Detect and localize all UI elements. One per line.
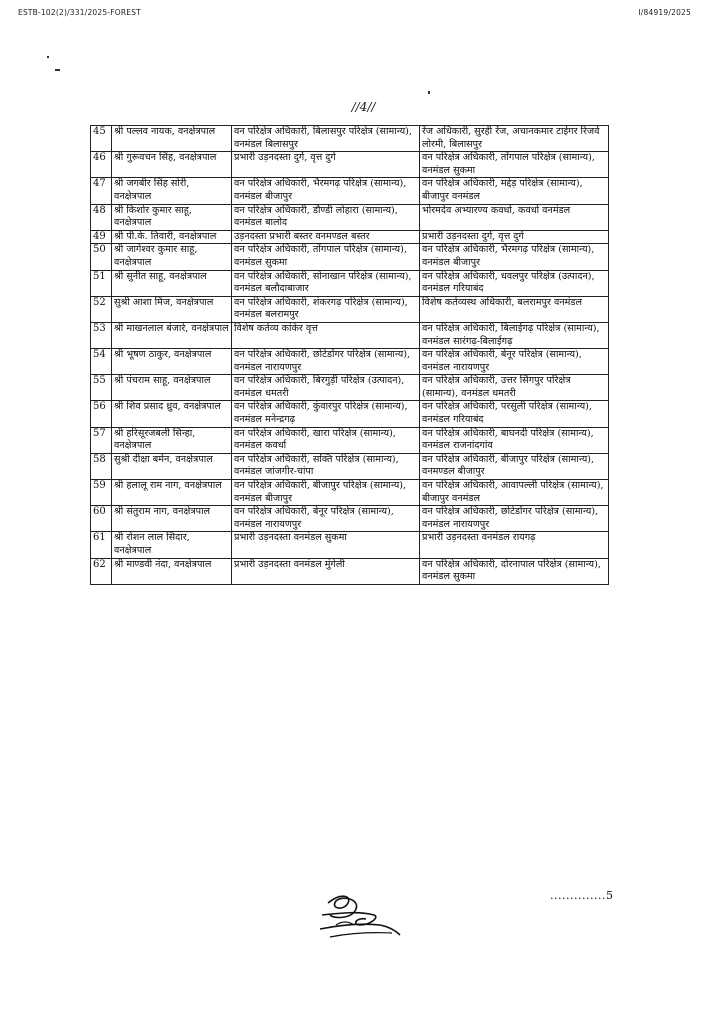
officer-name: श्री माखनलाल बंजारे, वनक्षेत्रपाल (112, 322, 232, 348)
serial-number: 54 (91, 349, 112, 375)
current-posting: वन परिक्षेत्र अधिकारी, भैरमगढ़ परिक्षेत्र (सामान्य), वनमंडल बीजापुर (232, 178, 420, 204)
current-posting: वन परिक्षेत्र अधिकारी, बिलासपुर परिक्षेत्र (सामान्य), वनमंडल बिलासपुर (232, 126, 420, 152)
officer-name: श्री माण्डवी नंदा, वनक्षेत्रपाल (112, 558, 232, 584)
officer-name: सुश्री दीक्षा बर्मन, वनक्षेत्रपाल (112, 453, 232, 479)
current-posting: वन परिक्षेत्र अधिकारी, सक्ति परिक्षेत्र (सामान्य), वनमंडल जांजगीर-चांपा (232, 453, 420, 479)
officer-name: श्री पी.के. तिवारी, वनक्षेत्रपाल (112, 230, 232, 244)
new-posting: वन परिक्षेत्र अधिकारी, आवापल्ली परिक्षेत्र (सामान्य), बीजापुर वनमंडल (420, 480, 609, 506)
officer-name: श्री पंचराम साहू, वनक्षेत्रपाल (112, 375, 232, 401)
serial-number: 46 (91, 152, 112, 178)
table-row (91, 126, 609, 152)
scan-speck (55, 69, 60, 71)
current-posting: वन परिक्षेत्र अधिकारी, खारा परिक्षेत्र (सामान्य), वनमंडल कवर्धा (232, 427, 420, 453)
serial-number: 56 (91, 401, 112, 427)
table-row (91, 401, 609, 427)
table-row (91, 558, 609, 584)
new-posting: वन परिक्षेत्र अधिकारी, छोटेडोंगर परिक्षेत्र (सामान्य), वनमंडल नारायणपुर (420, 506, 609, 532)
current-posting: विशेष कर्तव्य कांकेर वृत्त (232, 322, 420, 348)
new-posting: वन परिक्षेत्र अधिकारी, परसुली परिक्षेत्र (सामान्य), वनमंडल गरियाबंद (420, 401, 609, 427)
serial-number: 48 (91, 204, 112, 230)
current-posting: वन परिक्षेत्र अधिकारी, शंकरगढ़ परिक्षेत्र (सामान्य), वनमंडल बलरामपुर (232, 296, 420, 322)
serial-number: 59 (91, 480, 112, 506)
table-row (91, 178, 609, 204)
page-marker: //4// (351, 100, 376, 114)
officer-name: श्री हलालू राम नाग, वनक्षेत्रपाल (112, 480, 232, 506)
table-row (91, 230, 609, 244)
current-posting: वन परिक्षेत्र अधिकारी, बिरगुड़ी परिक्षेत्र (उत्पादन), वनमंडल धमतरी (232, 375, 420, 401)
table-row (91, 152, 609, 178)
current-posting: वन परिक्षेत्र अधिकारी, सोनाखान परिक्षेत्र (सामान्य), वनमंडल बलौदाबाजार (232, 270, 420, 296)
current-posting: वन परिक्षेत्र अधिकारी, कुंवारपुर परिक्षेत्र (सामान्य), वनमंडल मनेन्द्रगढ़ (232, 401, 420, 427)
current-posting: वन परिक्षेत्र अधिकारी, बीजापुर परिक्षेत्र (सामान्य), वनमंडल बीजापुर (232, 480, 420, 506)
signature-image (300, 885, 420, 945)
table-row (91, 296, 609, 322)
new-posting: विशेष कर्तव्यस्थ अधिकारी, बलरामपुर वनमंडल (420, 296, 609, 322)
officer-name: श्री हरिसूरजबली सिन्हा, वनक्षेत्रपाल (112, 427, 232, 453)
table-row (91, 349, 609, 375)
table-row (91, 427, 609, 453)
continuation-marker: ..............5 (550, 889, 614, 902)
file-number: I/84919/2025 (638, 8, 691, 17)
current-posting: उड़नदस्ता प्रभारी बस्तर वनमण्डल बस्तर (232, 230, 420, 244)
serial-number: 57 (91, 427, 112, 453)
current-posting: वन परिक्षेत्र अधिकारी, बेनूर परिक्षेत्र (सामान्य), वनमंडल नारायणपुर (232, 506, 420, 532)
new-posting: वन परिक्षेत्र अधिकारी, बिलाईगढ़ परिक्षेत्र (सामान्य), वनमंडल सारंगढ़-बिलाईगढ़ (420, 322, 609, 348)
serial-number: 51 (91, 270, 112, 296)
serial-number: 62 (91, 558, 112, 584)
new-posting: वन परिक्षेत्र अधिकारी, बीजापुर परिक्षेत्र (सामान्य), वनमण्डल बीजापुर (420, 453, 609, 479)
current-posting: वन परिक्षेत्र अधिकारी, डौण्डी लोहारा (सामान्य), वनमंडल बालोद (232, 204, 420, 230)
new-posting: प्रभारी उड़नदस्ता वनमंडल रायगढ़ (420, 532, 609, 558)
table-row (91, 204, 609, 230)
table-row (91, 506, 609, 532)
current-posting: प्रभारी उड़नदस्ता दुर्ग, वृत्त दुर्ग (232, 152, 420, 178)
transfer-table-body (91, 126, 609, 585)
new-posting: वन परिक्षेत्र अधिकारी, बाघनदी परिक्षेत्र (सामान्य), वनमंडल राजनांदगांव (420, 427, 609, 453)
officer-name: श्री भूषण ठाकुर, वनक्षेत्रपाल (112, 349, 232, 375)
new-posting: भोरमदेव अभ्यारण्य कवर्धा, कवर्धा वनमंडल (420, 204, 609, 230)
serial-number: 45 (91, 126, 112, 152)
new-posting: वन परिक्षेत्र अधिकारी, धवलपुर परिक्षेत्र (उत्पादन), वनमंडल गरियाबंद (420, 270, 609, 296)
scan-speck (47, 56, 49, 58)
officer-name: श्री रोशन लाल सिदार, वनक्षेत्रपाल (112, 532, 232, 558)
table-row (91, 244, 609, 270)
officer-name: श्री सुनीत साहू, वनक्षेत्रपाल (112, 270, 232, 296)
scan-speck (428, 91, 430, 94)
serial-number: 52 (91, 296, 112, 322)
serial-number: 60 (91, 506, 112, 532)
document-reference-code: ESTB-102(2)/331/2025-FOREST (18, 8, 141, 17)
serial-number: 53 (91, 322, 112, 348)
table-row (91, 375, 609, 401)
new-posting: वन परिक्षेत्र अधिकारी, दोरनापाल परिक्षेत्र (सामान्य), वनमंडल सुकमा (420, 558, 609, 584)
officer-name: श्री पल्लव नायक, वनक्षेत्रपाल (112, 126, 232, 152)
serial-number: 49 (91, 230, 112, 244)
officer-name: श्री शिव प्रसाद ध्रुव, वनक्षेत्रपाल (112, 401, 232, 427)
serial-number: 58 (91, 453, 112, 479)
new-posting: वन परिक्षेत्र अधिकारी, भैरमगढ़ परिक्षेत्र (सामान्य), वनमंडल बीजापुर (420, 244, 609, 270)
table-row (91, 322, 609, 348)
current-posting: प्रभारी उड़नदस्ता वनमंडल मुंगेली (232, 558, 420, 584)
officer-name: श्री संतुराम नाग, वनक्षेत्रपाल (112, 506, 232, 532)
officer-name: सुश्री आशा मिंज, वनक्षेत्रपाल (112, 296, 232, 322)
officer-name: श्री किशोर कुमार साहू, वनक्षेत्रपाल (112, 204, 232, 230)
transfer-table (90, 125, 609, 585)
table-row (91, 532, 609, 558)
serial-number: 61 (91, 532, 112, 558)
current-posting: वन परिक्षेत्र अधिकारी, छोटेडोंगर परिक्षेत्र (सामान्य), वनमंडल नारायणपुर (232, 349, 420, 375)
officer-name: श्री गुरूवचन सिंह, वनक्षेत्रपाल (112, 152, 232, 178)
new-posting: वन परिक्षेत्र अधिकारी, मद्देड़ परिक्षेत्र (सामान्य), बीजापुर वनमंडल (420, 178, 609, 204)
new-posting: वन परिक्षेत्र अधिकारी, बेनूर परिक्षेत्र (सामान्य), वनमंडल नारायणपुर (420, 349, 609, 375)
serial-number: 47 (91, 178, 112, 204)
new-posting: वन परिक्षेत्र अधिकारी, उत्तर सिंगपुर परिक्षेत्र (सामान्य), वनमंडल धमतरी (420, 375, 609, 401)
new-posting: वन परिक्षेत्र अधिकारी, तोंगपाल परिक्षेत्र (सामान्य), वनमंडल सुकमा (420, 152, 609, 178)
current-posting: प्रभारी उड़नदस्ता वनमंडल सुकमा (232, 532, 420, 558)
table-row (91, 480, 609, 506)
officer-name: श्री जगबीर सिंह सोरी, वनक्षेत्रपाल (112, 178, 232, 204)
table-row (91, 270, 609, 296)
table-row (91, 453, 609, 479)
serial-number: 50 (91, 244, 112, 270)
new-posting: प्रभारी उड़नदस्ता दुर्ग, वृत्त दुर्ग (420, 230, 609, 244)
officer-name: श्री जागेश्वर कुमार साहू, वनक्षेत्रपाल (112, 244, 232, 270)
new-posting: रेंज अधिकारी, सुरही रेंज, अचानकमार टाईगर रिजर्व लोरमी, बिलासपुर (420, 126, 609, 152)
serial-number: 55 (91, 375, 112, 401)
current-posting: वन परिक्षेत्र अधिकारी, तोंगपाल परिक्षेत्र (सामान्य), वनमंडल सुकमा (232, 244, 420, 270)
